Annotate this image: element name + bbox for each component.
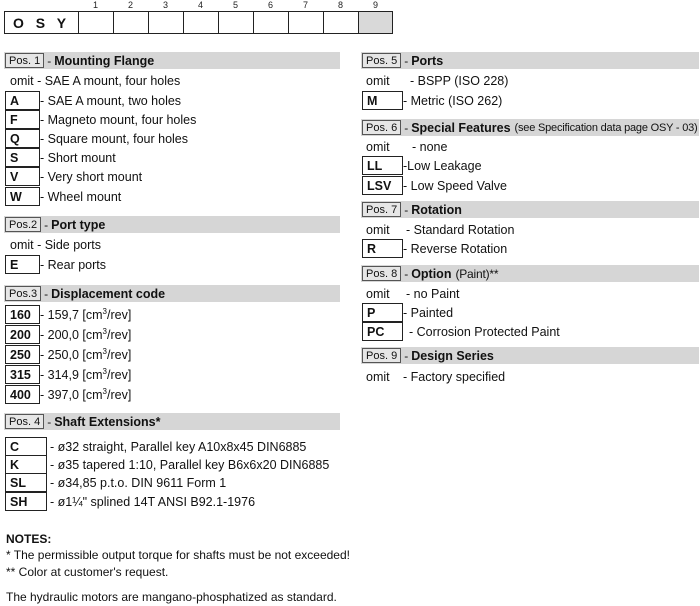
model-code-cell xyxy=(183,11,219,34)
option-code: A xyxy=(5,91,40,110)
option-row xyxy=(5,473,226,492)
omit-label: omit xyxy=(366,369,390,384)
option-code: 200 xyxy=(5,325,40,344)
option-desc: - 250,0 $[cm^3/rev]$ xyxy=(40,346,132,363)
option-code: S xyxy=(5,148,40,167)
option-desc: - Metric (ISO 262) xyxy=(403,93,503,108)
section-title: Special Features xyxy=(411,120,511,135)
option-desc: - 314,9 $[cm^3/rev]$ xyxy=(40,366,132,383)
option-code: 400 xyxy=(5,385,40,404)
pos-label: Pos. 9 xyxy=(362,348,401,363)
option-desc: - ø1¼" splined 14T ANSI B92.1-1976 xyxy=(50,494,256,509)
option-code: LSV xyxy=(362,176,403,195)
position-numbers xyxy=(78,0,393,10)
option-desc: - Painted xyxy=(403,305,454,320)
position-number: 9 xyxy=(372,0,378,10)
option-row xyxy=(5,437,306,456)
option-code: R xyxy=(362,239,403,258)
position-number: 1 xyxy=(92,0,98,10)
option-desc: - SAE A mount, two holes xyxy=(40,93,182,108)
section-title: Shaft Extensions* xyxy=(54,414,161,429)
section-note: (see Specification data page OSY - 03) xyxy=(514,121,698,134)
model-code-cell xyxy=(288,11,324,34)
option-row xyxy=(5,345,131,364)
option-row xyxy=(362,176,507,195)
option-row xyxy=(5,305,131,324)
option-code: 315 xyxy=(5,365,40,384)
option-code: SL xyxy=(5,473,47,492)
option-code: 250 xyxy=(5,345,40,364)
option-row xyxy=(5,167,142,186)
option-desc: - Low Speed Valve xyxy=(403,178,507,193)
section-title: Displacement code xyxy=(51,286,166,301)
omit-desc: - no Paint xyxy=(406,286,460,301)
option-code: P xyxy=(362,303,403,322)
option-omit xyxy=(366,284,460,303)
option-desc: -Low Leakage xyxy=(403,158,482,173)
model-code-cell xyxy=(78,11,114,34)
section-header-ports: Pos. 5 - Ports xyxy=(361,52,699,69)
model-code-cell xyxy=(358,11,393,34)
model-code-cell xyxy=(218,11,254,34)
option-row xyxy=(5,365,131,384)
option-omit xyxy=(10,71,180,90)
omit-desc: - Standard Rotation xyxy=(406,222,515,237)
option-desc: - Corrosion Protected Paint xyxy=(409,324,560,339)
option-desc: - Square mount, four holes xyxy=(40,131,188,146)
option-row xyxy=(5,385,131,404)
option-code: V xyxy=(5,167,40,186)
omit-label: omit xyxy=(366,139,390,154)
section-header-mounting-flange: Pos. 1 - Mounting Flange xyxy=(4,52,340,69)
option-row xyxy=(362,239,507,258)
option-row xyxy=(362,303,453,322)
pos-label: Pos. 1 xyxy=(5,53,44,68)
omit-desc: - none xyxy=(412,139,448,154)
option-row xyxy=(5,492,255,511)
option-row xyxy=(362,156,482,175)
position-number: 8 xyxy=(337,0,343,10)
option-code: K xyxy=(5,455,47,474)
position-number: 3 xyxy=(162,0,168,10)
unit-label: $[cm^3/rev]$ xyxy=(82,306,132,323)
section-title: Rotation xyxy=(411,202,462,217)
section-header-port-type: Pos.2 - Port type xyxy=(4,216,340,233)
option-code: C xyxy=(5,437,47,456)
omit-desc: - BSPP (ISO 228) xyxy=(410,73,509,88)
pos-label: Pos.3 xyxy=(5,286,41,301)
omit-label: omit xyxy=(366,73,390,88)
option-desc: - Reverse Rotation xyxy=(403,241,508,256)
option-omit xyxy=(366,367,505,386)
option-desc: - Short mount xyxy=(40,150,116,165)
model-prefix: O S Y xyxy=(4,11,79,34)
position-number: 6 xyxy=(267,0,273,10)
pos-label: Pos. 5 xyxy=(362,53,401,68)
omit-desc: - Factory specified xyxy=(403,369,506,384)
option-code: F xyxy=(5,110,40,129)
model-code-grid xyxy=(4,11,393,34)
position-number: 4 xyxy=(197,0,203,10)
option-desc: - ø32 straight, Parallel key A10x8x45 DIN6885 xyxy=(50,439,307,454)
option-omit xyxy=(366,220,514,239)
unit-label: $[cm^3/rev]$ xyxy=(82,346,132,363)
option-code: 160 xyxy=(5,305,40,324)
section-header-shaft-extensions: Pos. 4 - Shaft Extensions* xyxy=(4,413,340,430)
option-row xyxy=(5,129,188,148)
option-desc: - ø34,85 p.t.o. DIN 9611 Form 1 xyxy=(50,475,227,490)
position-number: 7 xyxy=(302,0,308,10)
option-omit xyxy=(10,235,101,254)
option-row xyxy=(5,255,106,274)
pos-label: Pos. 4 xyxy=(5,414,44,429)
option-omit xyxy=(366,71,508,90)
option-desc: - Magneto mount, four holes xyxy=(40,112,197,127)
note-torque: * The permissible output torque for shafts must be not exceeded! xyxy=(6,548,350,562)
pos-label: Pos. 6 xyxy=(362,120,401,135)
unit-label: $[cm^3/rev]$ xyxy=(82,366,132,383)
model-code-cell xyxy=(113,11,149,34)
note-phosphatized: The hydraulic motors are mangano-phosphatized as standard. xyxy=(6,590,337,604)
option-desc: - Rear ports xyxy=(40,257,106,272)
section-header-option-paint: Pos. 8 - Option (Paint)** xyxy=(361,265,699,282)
option-desc: - 159,7 $[cm^3/rev]$ xyxy=(40,306,132,323)
unit-label: $[cm^3/rev]$ xyxy=(82,386,132,403)
notes-heading: NOTES: xyxy=(6,532,52,546)
unit-label: $[cm^3/rev]$ xyxy=(82,326,132,343)
option-row xyxy=(5,455,329,474)
section-header-design-series: Pos. 9 - Design Series xyxy=(361,347,699,364)
section-title: Option xyxy=(411,266,452,281)
section-title: Port type xyxy=(51,217,106,232)
section-title: Ports xyxy=(411,53,444,68)
model-code-cell xyxy=(148,11,184,34)
section-title: Design Series xyxy=(411,348,494,363)
option-desc: - Wheel mount xyxy=(40,189,122,204)
section-header-special-features: Pos. 6 - Special Features (see Specification data page OSY - 03) xyxy=(361,119,699,136)
option-desc: - Very short mount xyxy=(40,169,143,184)
omit-text: omit - SAE A mount, four holes xyxy=(10,73,181,88)
pos-label: Pos. 7 xyxy=(362,202,401,217)
option-row xyxy=(362,91,502,110)
model-code-cell xyxy=(323,11,359,34)
pos-label: Pos.2 xyxy=(5,217,41,232)
option-row xyxy=(5,91,181,110)
option-row xyxy=(5,325,131,344)
option-code: M xyxy=(362,91,403,110)
position-number: 2 xyxy=(127,0,133,10)
option-row xyxy=(362,322,560,341)
omit-label: omit xyxy=(366,222,390,237)
option-row xyxy=(5,110,196,129)
section-title: Mounting Flange xyxy=(54,53,155,68)
option-code: Q xyxy=(5,129,40,148)
pos-label: Pos. 8 xyxy=(362,266,401,281)
option-code: SH xyxy=(5,492,47,511)
option-code: E xyxy=(5,255,40,274)
option-code: PC xyxy=(362,322,403,341)
option-code: W xyxy=(5,187,40,206)
omit-text: omit - Side ports xyxy=(10,237,102,252)
option-desc: - 397,0 $[cm^3/rev]$ xyxy=(40,386,132,403)
option-code: LL xyxy=(362,156,403,175)
omit-label: omit xyxy=(366,286,390,301)
note-color: ** Color at customer's request. xyxy=(6,565,169,579)
position-number: 5 xyxy=(232,0,238,10)
option-desc: - ø35 tapered 1:10, Parallel key B6x6x20 DIN6885 xyxy=(50,457,330,472)
option-row xyxy=(5,148,116,167)
option-omit xyxy=(366,137,447,156)
option-desc: - 200,0 $[cm^3/rev]$ xyxy=(40,326,132,343)
section-header-displacement-code: Pos.3 - Displacement code xyxy=(4,285,340,302)
model-code-cell xyxy=(253,11,289,34)
option-row xyxy=(5,187,121,206)
section-note: (Paint)** xyxy=(455,266,499,281)
section-header-rotation: Pos. 7 - Rotation xyxy=(361,201,699,218)
